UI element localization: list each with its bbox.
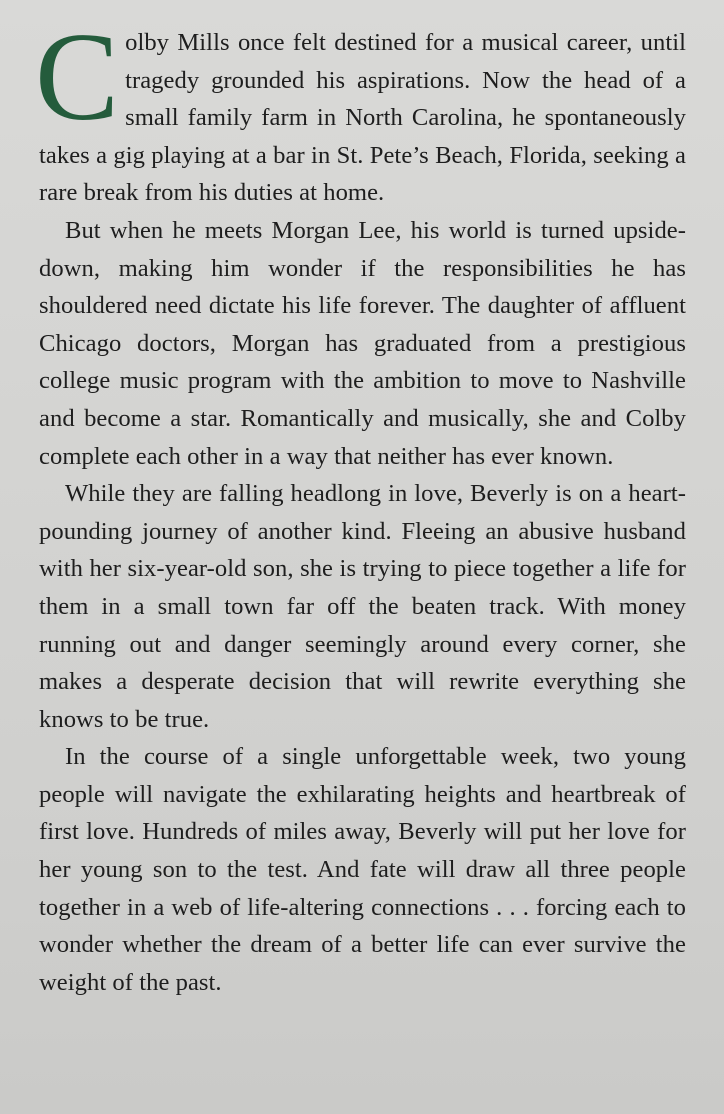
paragraph-3: While they are falling headlong in love, Beverly is on a heart-pounding journey of another kind. Fleeing an abusive husband with her six-year-old son, she is trying to piece together a life for them in a small town far off the beaten track. With money running out and danger seemingly around every corner, she makes a desperate decision that will rewrite everything she knows to be true. bbox=[39, 480, 686, 733]
paragraph-2: But when he meets Morgan Lee, his world is turned upside-down, making him wonder if the responsibilities he has shouldered need dictate his life forever. The daughter of affluent Chicago doctors, Morgan has graduated from a prestigious college music program with the ambition to move to Nashville and become a star. Romantically and musically, she and Colby complete each other in a way that neither has ever known. bbox=[39, 216, 686, 470]
paragraph-4: In the course of a single unforgettable week, two young people will navigate the exhilarating heights and heartbreak of first love. Hundreds of miles away, Beverly will put her love for her young son to the test. And fate will draw all three people together in a web of life-altering connections . . . forcing each to wonder whether the dream of a better life can ever survive the weight of the past. bbox=[39, 743, 686, 996]
paragraph-1 bbox=[35, 8, 686, 212]
drop-cap: C bbox=[35, 8, 120, 147]
paragraph-1-text: olby Mills once felt destined for a musical career, until tragedy grounded his aspirations. Now the head of a small family farm in North Carolina, he spontaneously takes a gig playing at a bar in St. Pete’s Beach, Florida, seeking a rare break from his duties at home. bbox=[39, 29, 686, 207]
flap-copy bbox=[35, 8, 686, 1001]
